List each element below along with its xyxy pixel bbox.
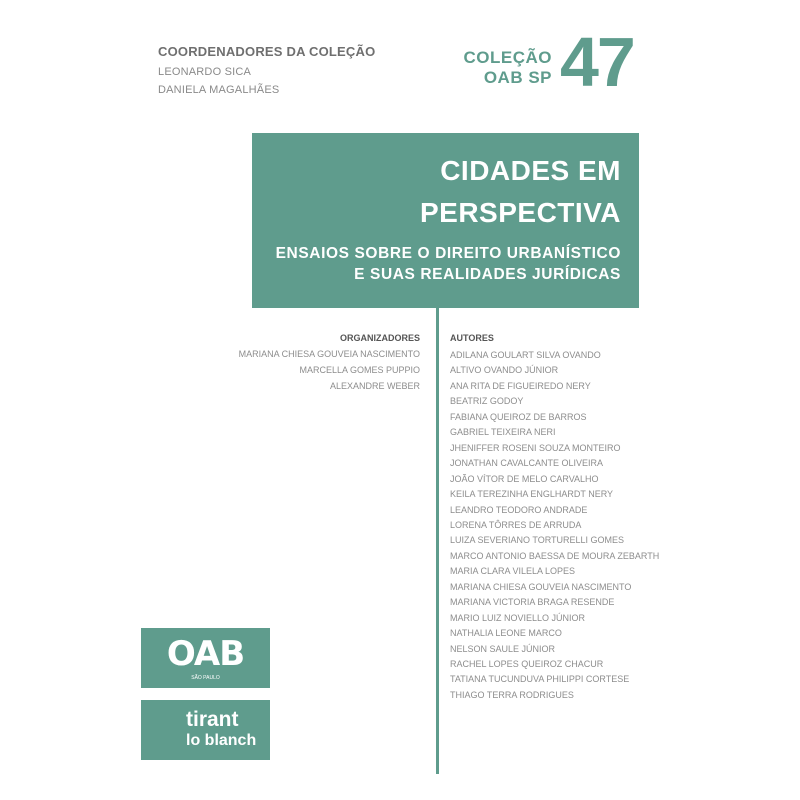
author-name: KEILA TEREZINHA ENGLHARDT NERY <box>450 489 614 500</box>
author-name: RACHEL LOPES QUEIROZ CHACUR <box>450 659 604 669</box>
author-name: MARIA CLARA VILELA LOPES <box>450 566 576 577</box>
author-name: THIAGO TERRA RODRIGUES <box>450 689 574 700</box>
book-title-line1: CIDADES EM <box>440 155 621 186</box>
oab-logo-subtext: SÃO PAULO <box>191 675 220 681</box>
author-name: JHENIFFER ROSENI SOUZA MONTEIRO <box>450 442 621 453</box>
author-name: GABRIEL TEIXEIRA NERI <box>450 427 556 438</box>
book-title-line2: PERSPECTIVA <box>419 197 621 228</box>
organizer-name: ALEXANDRE WEBER <box>329 381 420 391</box>
organizer-name: MARIANA CHIESA GOUVEIA NASCIMENTO <box>238 349 420 359</box>
coordinator-name: DANIELA MAGALHÃES <box>158 84 280 96</box>
author-name: MARCO ANTONIO BAESSA DE MOURA ZEBARTH <box>450 550 660 561</box>
author-name: NELSON SAULE JÚNIOR <box>450 643 556 654</box>
book-subtitle-line1: ENSAIOS SOBRE O DIREITO URBANÍSTICO <box>275 245 621 262</box>
organizer-name: MARCELLA GOMES PUPPIO <box>299 365 420 375</box>
oab-logo <box>141 628 270 688</box>
author-name: JOÃO VÍTOR DE MELO CARVALHO <box>450 473 599 484</box>
publisher-logo <box>141 700 270 760</box>
organizers-heading: ORGANIZADORES <box>339 333 420 343</box>
author-name: ALTIVO OVANDO JÚNIOR <box>450 365 559 376</box>
author-name: MARIANA CHIESA GOUVEIA NASCIMENTO <box>450 581 632 592</box>
collection-label: COLEÇÃO <box>463 48 552 67</box>
author-name: ANA RITA DE FIGUEIREDO NERY <box>450 380 591 391</box>
author-name: FABIANA QUEIROZ DE BARROS <box>450 411 587 422</box>
title-block <box>252 133 639 308</box>
book-subtitle-line2: E SUAS REALIDADES JURÍDICAS <box>354 266 621 283</box>
author-name: LEANDRO TEODORO ANDRADE <box>450 504 588 515</box>
author-name: BEATRIZ GODOY <box>450 396 524 407</box>
author-name: TATIANA TUCUNDUVA PHILIPPI CORTESE <box>450 674 630 685</box>
coordinators-heading: COORDENADORES DA COLEÇÃO <box>158 44 376 59</box>
collection-number: 47 <box>560 23 634 101</box>
author-name: LORENA TÔRRES DE ARRUDA <box>450 519 582 530</box>
publisher-name-line1: tirant <box>186 708 239 731</box>
author-name: NATHALIA LEONE MARCO <box>450 628 562 639</box>
publisher-name-line2: lo blanch <box>186 732 257 749</box>
author-name: ADILANA GOULART SILVA OVANDO <box>450 350 601 360</box>
collection-label-series: OAB SP <box>483 68 552 87</box>
authors-heading: AUTORES <box>450 333 494 343</box>
author-name: MARIANA VICTORIA BRAGA RESENDE <box>450 597 615 608</box>
author-name: JONATHAN CAVALCANTE OLIVEIRA <box>450 458 604 469</box>
author-name: MARIO LUIZ NOVIELLO JÚNIOR <box>450 612 586 623</box>
coordinator-name: LEONARDO SICA <box>158 66 252 78</box>
divider-line <box>436 308 439 774</box>
author-name: LUIZA SEVERIANO TORTURELLI GOMES <box>450 535 625 546</box>
oab-logo-text: OAB <box>166 634 245 674</box>
